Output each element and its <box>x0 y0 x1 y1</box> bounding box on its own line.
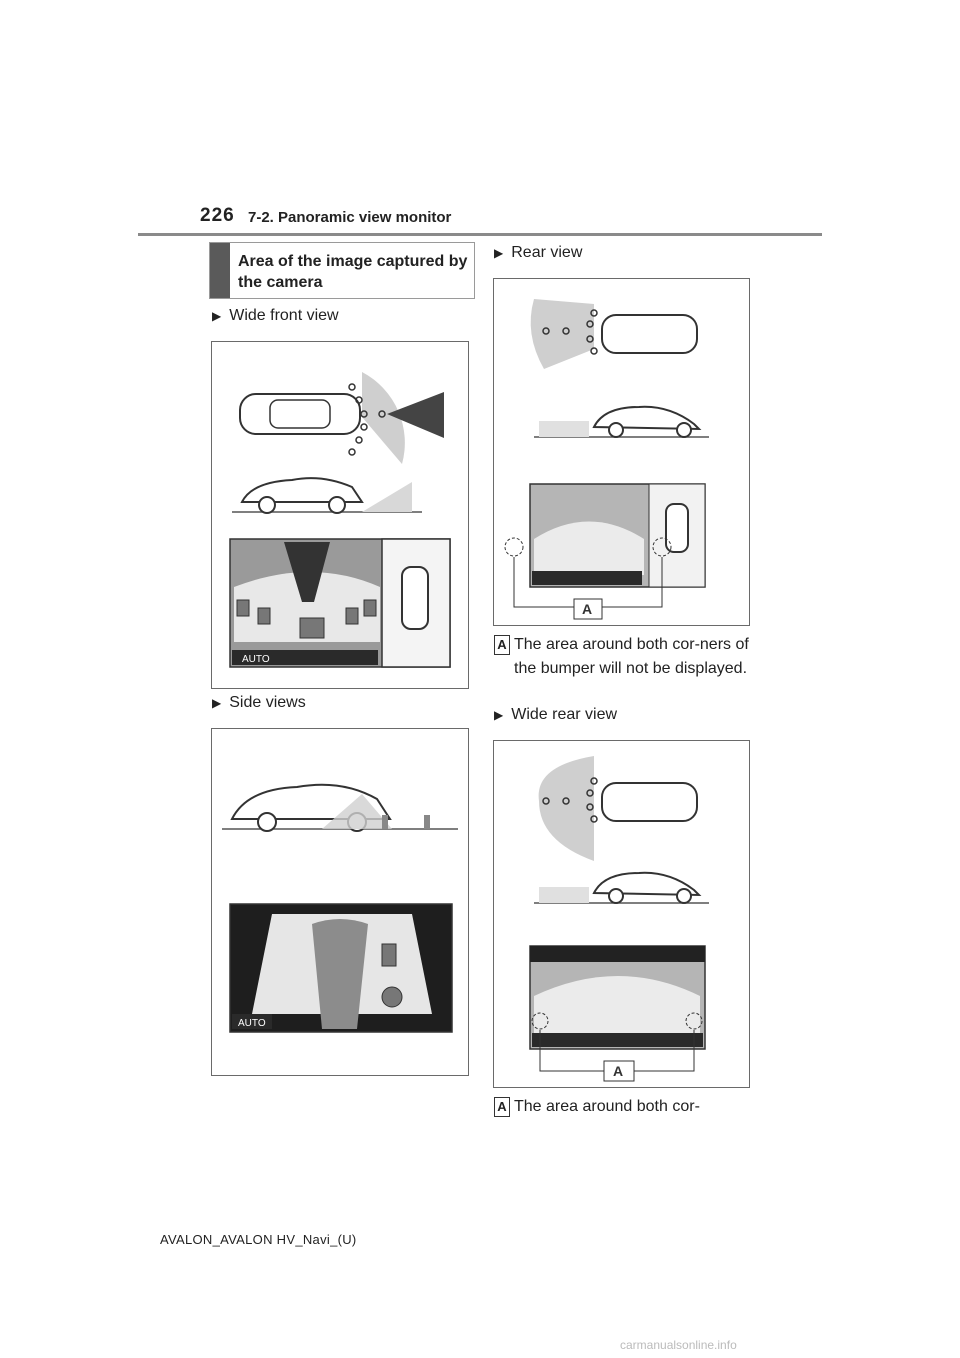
side-views-label: Side views <box>229 694 306 711</box>
watermark: carmanualsonline.info <box>620 1338 737 1352</box>
callout-a-badge: A <box>494 1097 510 1117</box>
triangle-bullet-icon: ▶ <box>212 309 222 323</box>
section-title: 7-2. Panoramic view monitor <box>248 209 452 226</box>
page-number: 226 <box>200 205 235 226</box>
side-views-heading <box>212 694 306 712</box>
triangle-bullet-icon: ▶ <box>212 696 222 710</box>
wide-rear-note-text: The area around both cor- <box>514 1098 700 1115</box>
rear-view-figure <box>493 278 750 626</box>
side-views-figure <box>211 728 469 1076</box>
wide-front-label: Wide front view <box>229 307 339 324</box>
triangle-bullet-icon: ▶ <box>494 246 504 260</box>
rear-note <box>494 633 772 681</box>
wide-rear-figure <box>493 740 750 1088</box>
box-heading-text: Area of the image captured by the camera <box>238 253 468 291</box>
rear-note-text: The area around both cor-ners of the bumper will not be displayed. <box>514 636 749 677</box>
callout-a-label: A <box>582 601 593 617</box>
footer-model: AVALON_AVALON HV_Navi_(U) <box>160 1232 357 1247</box>
callout-a-label: A <box>613 1063 624 1079</box>
header-divider <box>138 233 822 236</box>
wide-rear-note <box>494 1095 772 1119</box>
auto-label: AUTO <box>242 654 270 665</box>
box-heading-bar <box>210 243 230 298</box>
rear-view-label: Rear view <box>511 244 583 261</box>
car-top-icon <box>240 394 360 434</box>
box-heading <box>209 242 475 299</box>
wide-front-heading <box>212 307 339 325</box>
wide-rear-label: Wide rear view <box>511 706 618 723</box>
triangle-bullet-icon: ▶ <box>494 708 504 722</box>
wide-front-figure <box>211 341 469 689</box>
callout-a-badge: A <box>494 635 510 655</box>
rear-view-heading <box>494 244 582 262</box>
auto-label: AUTO <box>238 1018 266 1029</box>
wide-rear-heading <box>494 706 617 724</box>
